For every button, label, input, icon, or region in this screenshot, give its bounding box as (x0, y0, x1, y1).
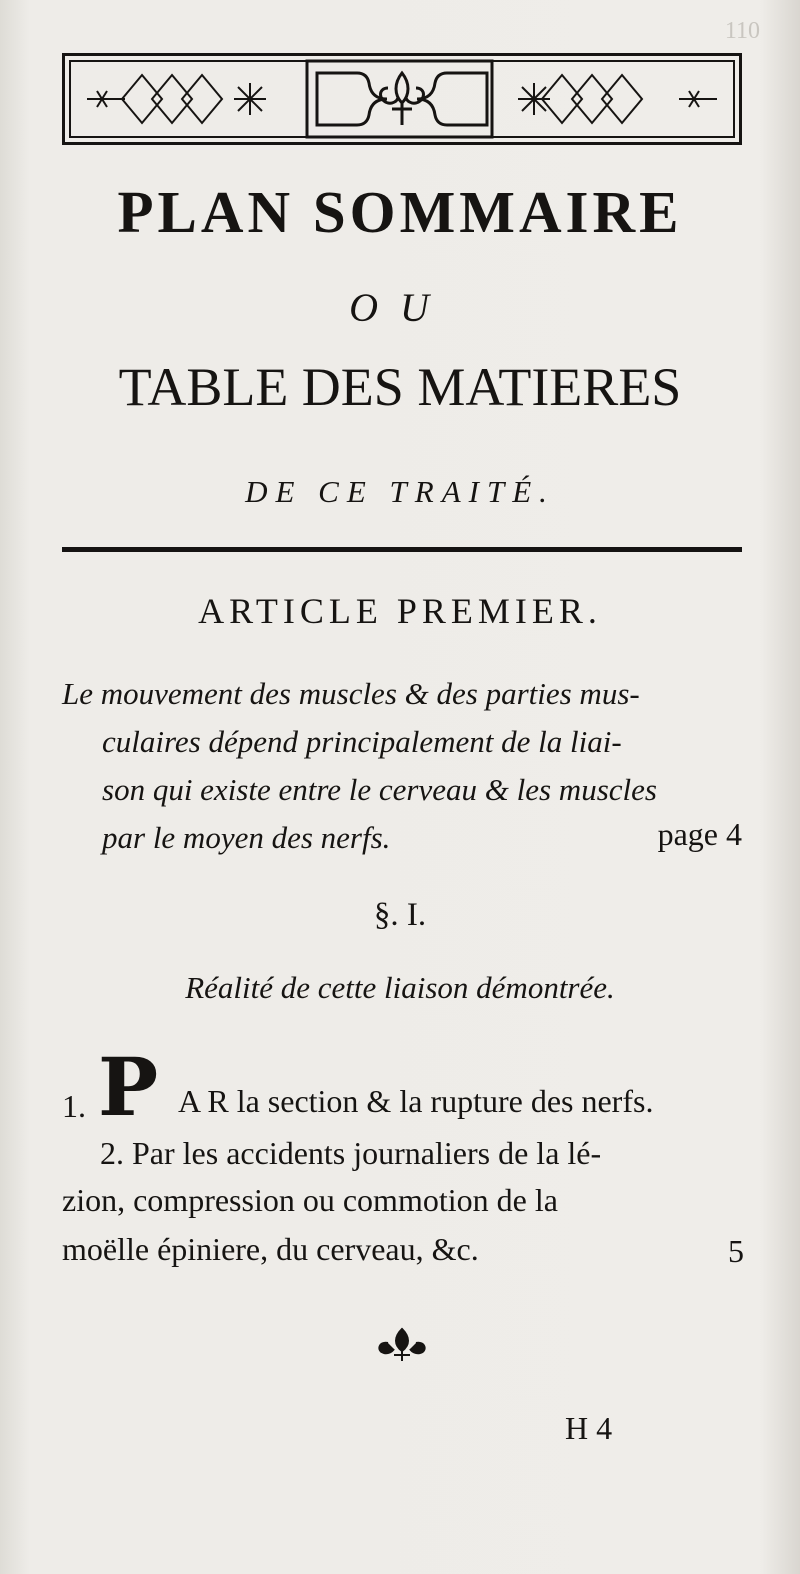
heading-table-des-matieres: TABLE DES MATIERES (118, 357, 682, 417)
page-reference: page 4 (657, 816, 742, 852)
text-line: zion, compression ou commotion de la (62, 1182, 558, 1218)
horizontal-rule (62, 547, 742, 552)
summary-line: Le mouvement des muscles & des parties mus- (62, 676, 640, 711)
page-reference: 5 (728, 1233, 744, 1269)
text-line: A R la section & la rupture des nerfs. (178, 1083, 654, 1119)
summary-line: par le moyen des nerfs. (102, 820, 391, 855)
fleuron-icon (374, 1325, 430, 1365)
article-title: ARTICLE PREMIER. (198, 591, 602, 631)
heading-de-ce-traite: DE CE TRAITÉ. (245, 474, 555, 509)
summary-line: son qui existe entre le cerveau & les muscles (102, 772, 657, 807)
text-line: moëlle épiniere, du cerveau, &c. (62, 1231, 479, 1267)
heading-plan-sommaire: PLAN SOMMAIRE (117, 179, 683, 245)
fleur-de-lis-banner-icon (62, 53, 742, 145)
section-subtitle: Réalité de cette liaison démontrée. (185, 970, 615, 1005)
drop-cap: P (98, 1040, 159, 1134)
section-label: §. I. (373, 897, 427, 933)
page-number: 110 (724, 18, 760, 44)
heading-ou: OU (349, 285, 451, 330)
summary-line: culaires dépend principalement de la liai- (102, 724, 622, 759)
text-line: 2. Par les accidents journaliers de la lé- (100, 1135, 602, 1171)
article-summary (62, 670, 747, 862)
signature-mark: H 4 (565, 1410, 613, 1446)
item-number: 1. (62, 1088, 86, 1124)
